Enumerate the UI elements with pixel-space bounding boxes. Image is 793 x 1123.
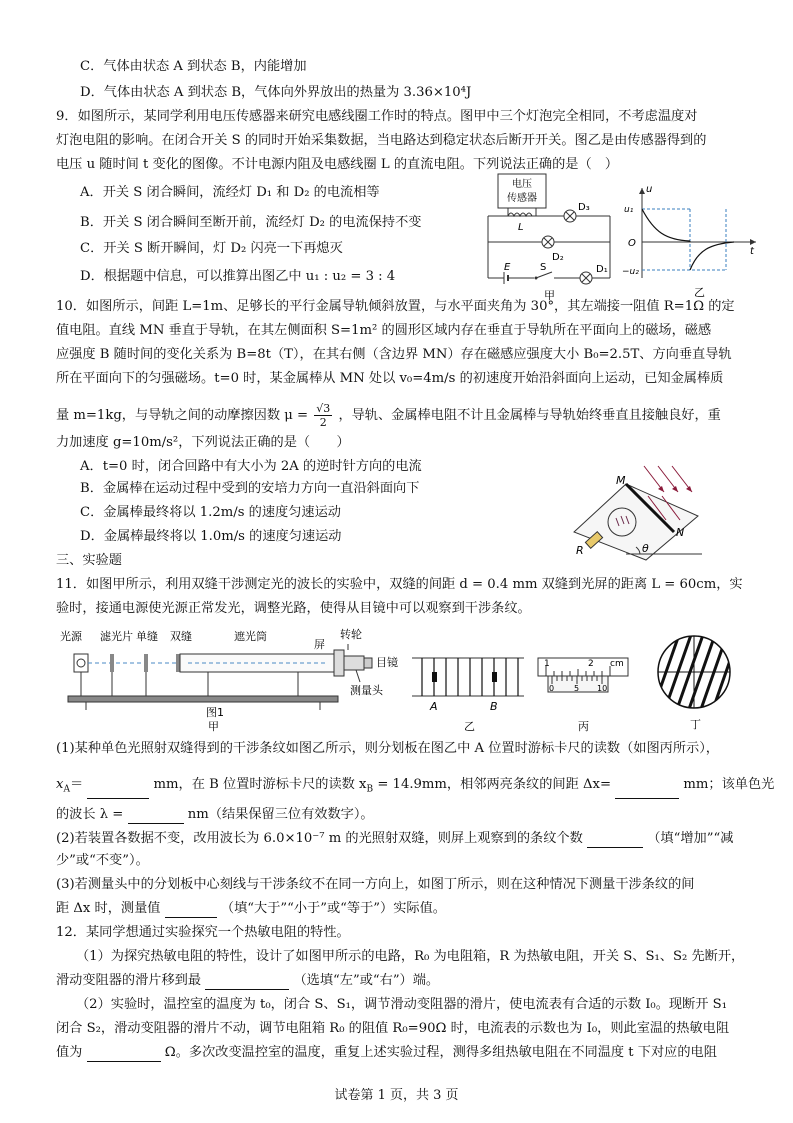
q10-option-b: B．金属棒在运动过程中受到的安培力方向一直沿斜面向下 — [80, 481, 420, 496]
mu-denominator: 2 — [319, 416, 327, 429]
q12-part1-text: 滑动变阻器的滑片移到最 — [56, 973, 202, 988]
measured-value-answer-blank[interactable] — [165, 903, 217, 918]
q10-stem-line1: 10．如图所示，间距 L=1m、足够长的平行金属导轨倾斜放置，与水平面夹角为 30°，其左端接一阻值 R=1Ω 的定 — [56, 299, 735, 314]
slider-end-answer-blank[interactable] — [205, 975, 289, 990]
q8-option-c: C．气体由状态 A 到状态 B，内能增加 — [80, 59, 307, 74]
main-scale-2: 2 — [588, 659, 594, 669]
q10-option-d: D．金属棒最终将以 1.0m/s 的速度匀速运动 — [80, 529, 342, 544]
q10-stem-line3: 应强度 B 随时间的变化关系为 B=8t（T），在其右侧（含边界 MN）存在磁感应强度大小 B₀=2.5T、方向垂直导轨 — [56, 347, 732, 362]
page-footer: 试卷第 1 页，共 3 页 — [334, 1088, 459, 1103]
dx-answer-blank[interactable] — [615, 784, 679, 799]
label-r: R — [576, 544, 584, 557]
xa-symbol: x — [56, 777, 64, 792]
q11-part1-line2-b: mm，在 B 位置时游标卡尺的读数 x — [153, 777, 367, 792]
q12-part2-text: 值为 — [56, 1045, 83, 1060]
q10-stem-line5 — [56, 402, 721, 429]
vernier-10: 10 — [597, 684, 608, 693]
label-ding: 丁 — [690, 718, 701, 731]
label-fig1: 图1 — [206, 706, 224, 719]
q11-apparatus-figure — [58, 626, 410, 732]
q11-part3-line1: (3)若测量头中的分划板中心刻线与干涉条纹不在同一方向上，如图丁所示，则在这种情况下测量干涉条纹的间 — [56, 877, 695, 892]
label-filter: 滤光片 — [100, 630, 133, 643]
xa-subscript: A — [63, 784, 70, 795]
label-wheel: 转轮 — [340, 628, 362, 641]
section-3-title: 三、实验题 — [56, 553, 122, 568]
q10-option-a: A．t=0 时，闭合回路中有大小为 2A 的逆时针方向的电流 — [80, 459, 422, 474]
q11-part1-line2 — [56, 776, 774, 799]
q11-part1-line1: (1)某种单色光照射双缝得到的干涉条纹如图乙所示，则分划板在图乙中 A 位置时游标卡尺的读数（如图丙所示）， — [56, 741, 719, 756]
q11-part1-line2-c: = 14.9mm，相邻两亮条纹的间距 Δx= — [373, 777, 612, 792]
battery-label: E — [504, 262, 511, 273]
xb-subscript: B — [366, 784, 374, 795]
q11-stem-line2: 验时，接通电源使光源正常发光，调整光路，使得从目镜中可以观察到干涉条纹。 — [56, 601, 531, 616]
q9-option-b: B．开关 S 闭合瞬间至断开前，流经灯 D₂ 的电流保持不变 — [80, 215, 422, 230]
q8-option-d: D．气体由状态 A 到状态 B，气体向外界放出的热量为 3.36×10⁴J — [80, 85, 472, 100]
q9-option-c: C．开关 S 断开瞬间，灯 D₂ 闪亮一下再熄灭 — [80, 241, 343, 256]
q10-stem-line4: 所在平面向下的匀强磁场。t=0 时，某金属棒从 MN 处以 v₀=4m/s 的初速度开始沿斜面向上运动，已知金属棒质 — [56, 371, 724, 386]
label-screen: 屏 — [314, 638, 325, 651]
q9-stem-line1: 9．如图所示，某同学利用电压传感器来研究电感线圈工作时的特点。图甲中三个灯泡完全相同，不考虑温度对 — [56, 109, 698, 124]
q9-option-a: A．开关 S 闭合瞬间，流经灯 D₁ 和 D₂ 的电流相等 — [80, 185, 380, 200]
lambda-prefix: 的波长 λ = — [56, 807, 124, 822]
q10-stem-line5-b: ，导轨、金属棒电阻不计且金属棒与导轨始终垂直且接触良好，重 — [338, 408, 721, 423]
u1-label: u₁ — [624, 205, 634, 215]
lamp-d1-label: D₁ — [596, 264, 608, 275]
q12-part1-line1: （1）为探究热敏电阻的特性，设计了如图甲所示的电路，R₀ 为电阻箱，R 为热敏电阻，开关 S、S₁、S₂ 先断开， — [76, 949, 745, 964]
label-measuring-head: 测量头 — [350, 684, 383, 697]
label-eyepiece: 目镜 — [376, 656, 398, 669]
label-m: M — [616, 474, 626, 487]
xa-equals: ＝ — [69, 777, 84, 792]
q10-stem-line2: 值电阻。直线 MN 垂直于导轨，在其左侧面积 S=1m² 的圆形区域内存在垂直于导轨所在平面向上的磁场，磁感 — [56, 323, 712, 338]
label-n: N — [676, 526, 685, 539]
q10-stem-line5-a: 量 m=1kg，与导轨之间的动摩擦因数 μ = — [56, 408, 309, 423]
q10-stem-line6: 力加速度 g=10m/s²，下列说法正确的是（ ） — [56, 435, 350, 450]
q11-part3-text-b: （填“大于”“小于”或“等于”）实际值。 — [220, 901, 446, 916]
label-light-source: 光源 — [60, 630, 82, 643]
q12-stem: 12．某同学想通过实验探究一个热敏电阻的特性。 — [56, 925, 350, 940]
figure-yi-label: 乙 — [694, 286, 705, 299]
mu-numerator: √3 — [316, 402, 331, 415]
label-theta: θ — [642, 542, 649, 555]
label-hood: 遮光筒 — [234, 630, 267, 643]
q9-circuit-figure — [478, 170, 618, 302]
q12-part2-text-b: Ω。多次改变温控室的温度，重复上述实验过程，测得多组热敏电阻在不同温度 t 下对应的电阻 — [164, 1045, 717, 1060]
label-yi: 乙 — [464, 720, 475, 733]
q11-fringes-figure — [412, 652, 524, 732]
q11-part2-line1 — [56, 830, 733, 848]
q11-part3-line2 — [56, 900, 446, 918]
sensor-label-2: 传感器 — [507, 193, 537, 204]
q10-option-c: C．金属棒最终将以 1.2m/s 的速度匀速运动 — [80, 505, 341, 520]
q11-tilted-view-figure — [650, 632, 742, 732]
label-jia: 甲 — [208, 720, 219, 733]
q12-part1-text-b: （选填“左”或“右”）端。 — [293, 973, 440, 988]
label-single-slit: 单缝 — [136, 630, 158, 643]
q9-ut-graph — [624, 182, 760, 300]
main-scale-1: 1 — [544, 659, 550, 669]
lamp-d3-label: D₃ — [578, 202, 590, 213]
xa-answer-blank[interactable] — [87, 784, 149, 799]
origin-label: O — [628, 238, 636, 249]
q9-option-d: D．根据题中信息，可以推算出图乙中 u₁ : u₂ = 3 : 4 — [80, 269, 396, 284]
q11-vernier-figure — [536, 652, 632, 732]
label-double-slit: 双缝 — [170, 630, 192, 643]
lambda-suffix: nm（结果保留三位有效数字）。 — [187, 807, 374, 822]
q11-stem-line1: 11．如图甲所示，利用双缝干涉测定光的波长的实验中，双缝的间距 d = 0.4 mm 双缝到光屏的距离 L = 60cm，实 — [56, 577, 743, 592]
q9-stem-line2: 灯泡电阻的影响。在闭合开关 S 的同时开始采集数据，当电路达到稳定状态后断开开关。图乙是由传感器得到的 — [56, 133, 707, 148]
q11-part1-line3 — [56, 806, 374, 824]
q9-stem-line3: 电压 u 随时间 t 变化的图像。不计电源内阻及电感线圈 L 的直流电阻。下列说法正确的是（ ） — [56, 157, 619, 172]
q11-part2-line2: 少”或“不变”）。 — [56, 853, 149, 868]
lamp-d2-label: D₂ — [552, 252, 564, 263]
switch-label: S — [540, 262, 547, 273]
sensor-label-1: 电压 — [512, 179, 532, 190]
fringe-b-label: B — [490, 700, 498, 713]
axis-u-label: u — [646, 184, 653, 195]
q12-part1-line2 — [56, 972, 439, 990]
q12-part2-line2: 闭合 S₂，滑动变阻器的滑片不动，调节电阻箱 R₀ 的阻值 R₀=90Ω 时，电流表的示数也为 I₀，则此室温的热敏电阻 — [56, 1021, 730, 1036]
vernier-0: 0 — [549, 684, 555, 693]
q12-part2-line3 — [56, 1044, 717, 1062]
q11-part2-text: (2)若装置各数据不变，改用波长为 6.0×10⁻⁷ m 的光照射双缝，则屏上观察到的条纹个数 — [56, 831, 583, 846]
axis-t-label: t — [750, 246, 754, 257]
label-bing: 丙 — [578, 720, 589, 733]
q11-part1-line2-d: mm；该单色光 — [683, 777, 775, 792]
figure-jia-label: 甲 — [544, 289, 555, 302]
lambda-answer-blank[interactable] — [128, 809, 184, 824]
main-scale-unit: cm — [610, 659, 624, 669]
q11-part2-text-b: （填“增加”“减 — [647, 831, 734, 846]
inductor-label: L — [518, 222, 524, 233]
neg-u2-label: −u₂ — [622, 267, 639, 277]
resistance-answer-blank[interactable] — [87, 1047, 161, 1062]
q11-part3-text: 距 Δx 时，测量值 — [56, 901, 161, 916]
fringe-count-answer-blank[interactable] — [587, 833, 643, 848]
fringe-a-label: A — [430, 700, 438, 713]
q10-rails-figure — [566, 456, 706, 562]
q12-part2-line1: （2）实验时，温控室的温度为 t₀，闭合 S、S₁，调节滑动变阻器的滑片，使电流表有合适的示数 I₀。现断开 S₁ — [76, 997, 727, 1012]
vernier-5: 5 — [574, 684, 580, 693]
mu-fraction — [314, 402, 332, 429]
